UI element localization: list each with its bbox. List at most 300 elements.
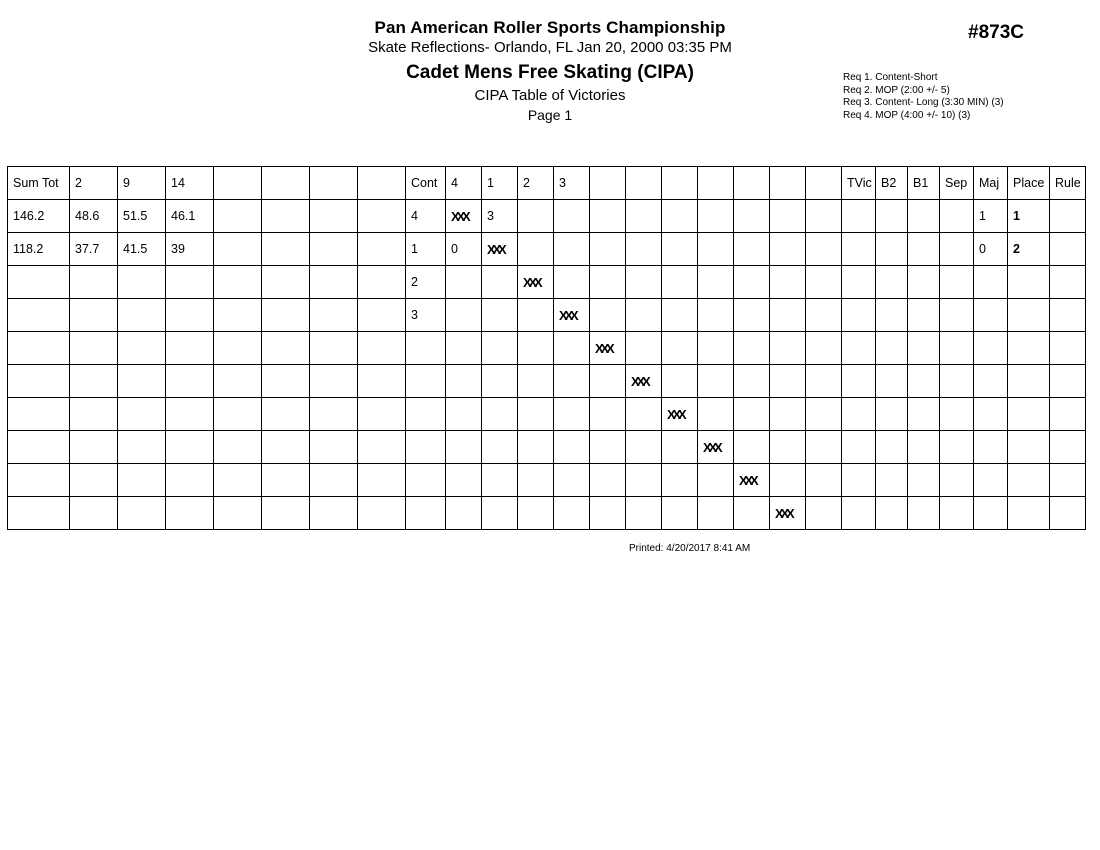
cell-c9 [734,299,770,332]
x-mark-cell [554,299,590,332]
cell-c5 [590,365,626,398]
cell-c2 [518,299,554,332]
cell-c7 [662,431,698,464]
cell-c8 [698,464,734,497]
cell-maj [974,332,1008,365]
cell-sep [940,332,974,365]
cell-j9: 51.5 [118,200,166,233]
cell-maj [974,299,1008,332]
x-mark: XXX [667,406,684,422]
cell-c6 [626,299,662,332]
cell-rule [1050,299,1086,332]
cell-cont: 4 [406,200,446,233]
cell-c4 [446,332,482,365]
cell-bb1 [908,431,940,464]
cell-sep [940,464,974,497]
cell-j14 [166,431,214,464]
requirement-item: Req 2. MOP (2:00 +/- 5) [843,84,950,96]
cell-c9 [734,398,770,431]
place-cell: 2 [1008,233,1050,266]
cell-b4 [358,497,406,530]
cell-b2 [262,398,310,431]
cell-sep [940,266,974,299]
cell-j14: 46.1 [166,200,214,233]
event-title: Cadet Mens Free Skating (CIPA) [406,62,694,83]
cell-c8 [698,266,734,299]
column-header-c10 [770,167,806,200]
cell-b1 [214,497,262,530]
cell-c9 [734,233,770,266]
cell-j2 [70,299,118,332]
cell-j14: 39 [166,233,214,266]
x-mark-cell [518,266,554,299]
cell-sumtot [8,398,70,431]
cell-b2 [262,365,310,398]
cell-place [1008,497,1050,530]
cell-sumtot [8,497,70,530]
cell-j14 [166,464,214,497]
cell-b1 [214,398,262,431]
cell-b4 [358,233,406,266]
x-mark-cell [698,431,734,464]
column-header-b4 [358,167,406,200]
column-header-b3 [310,167,358,200]
cell-b4 [358,431,406,464]
cell-tvic [842,233,876,266]
cell-bb1 [908,299,940,332]
cell-c7 [662,497,698,530]
x-mark: XXX [739,472,756,488]
table-title: CIPA Table of Victories [474,87,626,104]
cell-c5 [590,200,626,233]
cell-sep [940,497,974,530]
cell-c1: 3 [482,200,518,233]
cell-c6 [626,497,662,530]
cell-b3 [310,299,358,332]
cell-b1 [214,266,262,299]
cell-cont: 1 [406,233,446,266]
place-cell: 1 [1008,200,1050,233]
cell-j9 [118,398,166,431]
x-mark-cell [590,332,626,365]
cell-c6 [626,266,662,299]
cell-c5 [590,431,626,464]
column-header-c6 [626,167,662,200]
cell-tvic [842,431,876,464]
cell-tvic [842,299,876,332]
x-mark-cell [770,497,806,530]
cell-c4 [446,431,482,464]
cell-maj [974,497,1008,530]
cell-bb1 [908,200,940,233]
cell-cont: 3 [406,299,446,332]
cell-maj [974,431,1008,464]
cell-c6 [626,431,662,464]
cell-b1 [214,332,262,365]
cell-c10 [770,332,806,365]
cell-b1 [214,464,262,497]
victories-table [7,166,1086,530]
column-header-tvic: TVic [842,167,876,200]
cell-bb1 [908,332,940,365]
cell-c8 [698,398,734,431]
cell-c8 [698,332,734,365]
cell-bb2 [876,200,908,233]
table-row [8,200,1086,233]
cell-bb2 [876,299,908,332]
cell-place [1008,365,1050,398]
cell-c4 [446,365,482,398]
cell-c10 [770,431,806,464]
cell-b3 [310,332,358,365]
cell-sep [940,431,974,464]
column-header-maj: Maj [974,167,1008,200]
cell-sumtot [8,299,70,332]
cell-b2 [262,497,310,530]
cell-c9 [734,431,770,464]
cell-b3 [310,464,358,497]
cell-j2: 37.7 [70,233,118,266]
cell-bb2 [876,365,908,398]
x-mark-cell [482,233,518,266]
cell-place [1008,266,1050,299]
cell-sumtot [8,332,70,365]
cell-j9 [118,332,166,365]
cell-c10 [770,464,806,497]
cell-b1 [214,233,262,266]
cell-c4 [446,299,482,332]
cell-place [1008,464,1050,497]
cell-c6 [626,233,662,266]
cell-c6 [626,464,662,497]
cell-c3 [554,365,590,398]
cell-tvic [842,497,876,530]
cell-c9 [734,365,770,398]
cell-tvic [842,266,876,299]
cell-c9 [734,266,770,299]
cell-b3 [310,431,358,464]
cell-c1 [482,266,518,299]
x-mark-cell [446,200,482,233]
cell-c8 [698,365,734,398]
championship-title: Pan American Roller Sports Championship [374,18,726,37]
x-mark: XXX [703,439,720,455]
column-header-sumtot: Sum Tot [8,167,70,200]
cell-bb1 [908,266,940,299]
cell-c1 [482,299,518,332]
cell-bb1 [908,464,940,497]
cell-b4 [358,266,406,299]
cell-bb2 [876,464,908,497]
venue-line: Skate Reflections- Orlando, FL Jan 20, 2000 03:35 PM [368,39,732,56]
cell-rule [1050,398,1086,431]
cell-j9 [118,464,166,497]
cell-rule [1050,233,1086,266]
cell-c1 [482,398,518,431]
cell-b4 [358,200,406,233]
cell-rule [1050,266,1086,299]
cell-j14 [166,299,214,332]
x-mark: XXX [775,505,792,521]
cell-b4 [358,365,406,398]
column-header-c3: 3 [554,167,590,200]
cell-j9 [118,299,166,332]
cell-c1 [482,497,518,530]
cell-c7 [662,266,698,299]
cell-sep [940,365,974,398]
cell-c2 [518,233,554,266]
cell-rule [1050,365,1086,398]
cell-b3 [310,266,358,299]
requirement-item: Req 3. Content- Long (3:30 MIN) (3) [843,97,1004,108]
cell-c8 [698,497,734,530]
x-mark: XXX [559,307,576,323]
cell-c1 [482,365,518,398]
cell-j14 [166,398,214,431]
cell-c10 [770,266,806,299]
x-mark-cell [662,398,698,431]
column-header-c8 [698,167,734,200]
cell-bb2 [876,497,908,530]
cell-c3 [554,497,590,530]
cell-c9 [734,497,770,530]
cell-place [1008,332,1050,365]
cell-c7 [662,365,698,398]
requirement-item: Req 1. Content-Short [843,72,938,83]
cell-c4 [446,398,482,431]
table-row [8,233,1086,266]
cell-c3 [554,233,590,266]
table-row [8,332,1086,365]
column-header-b1 [214,167,262,200]
cell-c11 [806,497,842,530]
cell-b4 [358,299,406,332]
cell-c5 [590,398,626,431]
cell-sep [940,233,974,266]
cell-c11 [806,233,842,266]
cell-j2 [70,431,118,464]
cell-sumtot [8,266,70,299]
cell-sep [940,200,974,233]
column-header-c1: 1 [482,167,518,200]
cell-c1 [482,431,518,464]
cell-sumtot: 146.2 [8,200,70,233]
cell-c10 [770,299,806,332]
cell-sumtot [8,365,70,398]
column-header-c9 [734,167,770,200]
cell-c7 [662,299,698,332]
cell-c11 [806,431,842,464]
cell-tvic [842,398,876,431]
cell-c1 [482,464,518,497]
cell-c2 [518,200,554,233]
cell-c3 [554,266,590,299]
cell-cont [406,464,446,497]
cell-bb2 [876,398,908,431]
cell-j14 [166,332,214,365]
cell-j14 [166,365,214,398]
x-mark: XXX [523,274,540,290]
cell-b4 [358,332,406,365]
cell-tvic [842,200,876,233]
column-header-c5 [590,167,626,200]
cell-rule [1050,497,1086,530]
cell-bb2 [876,266,908,299]
column-header-c4: 4 [446,167,482,200]
column-header-j9: 9 [118,167,166,200]
cell-c5 [590,497,626,530]
cell-b2 [262,266,310,299]
cell-cont [406,398,446,431]
cell-j2 [70,365,118,398]
cell-cont [406,497,446,530]
cell-c5 [590,464,626,497]
cell-bb1 [908,398,940,431]
printed-timestamp: Printed: 4/20/2017 8:41 AM [629,543,751,554]
column-header-c2: 2 [518,167,554,200]
cell-maj: 1 [974,200,1008,233]
cell-bb1 [908,233,940,266]
x-mark: XXX [487,241,504,257]
cell-bb2 [876,332,908,365]
cell-b2 [262,332,310,365]
cell-bb1 [908,365,940,398]
cell-j9 [118,266,166,299]
cell-c4 [446,497,482,530]
cell-cont [406,365,446,398]
cell-b2 [262,431,310,464]
x-mark: XXX [451,208,468,224]
cell-rule [1050,431,1086,464]
cell-c2 [518,497,554,530]
cell-c5 [590,233,626,266]
cell-j9 [118,431,166,464]
requirement-item: Req 4. MOP (4:00 +/- 10) (3) [843,109,971,121]
cell-rule [1050,200,1086,233]
cell-cont: 2 [406,266,446,299]
table-row [8,299,1086,332]
cell-maj: 0 [974,233,1008,266]
cell-j14 [166,497,214,530]
cell-cont [406,431,446,464]
table-row [8,365,1086,398]
cell-bb2 [876,431,908,464]
cell-c4 [446,464,482,497]
table-row [8,431,1086,464]
cell-c11 [806,398,842,431]
cell-c7 [662,233,698,266]
cell-c7 [662,464,698,497]
cell-c10 [770,398,806,431]
cell-c11 [806,464,842,497]
victories-grid [7,166,1086,530]
cell-b3 [310,233,358,266]
cell-c2 [518,365,554,398]
cell-j9 [118,497,166,530]
cell-b1 [214,299,262,332]
cell-c11 [806,332,842,365]
cell-tvic [842,464,876,497]
cell-bb2 [876,233,908,266]
cell-j2 [70,332,118,365]
x-mark: XXX [631,373,648,389]
x-mark-cell [626,365,662,398]
cell-j9: 41.5 [118,233,166,266]
cell-c2 [518,431,554,464]
cell-c2 [518,464,554,497]
cell-j2 [70,464,118,497]
table-row [8,266,1086,299]
cell-cont [406,332,446,365]
column-header-place: Place [1008,167,1050,200]
column-header-sep: Sep [940,167,974,200]
cell-c5 [590,299,626,332]
cell-c7 [662,200,698,233]
requirements-list [843,72,1004,122]
cell-j9 [118,365,166,398]
table-row [8,497,1086,530]
column-header-c11 [806,167,842,200]
column-header-bb2: B2 [876,167,908,200]
cell-b3 [310,200,358,233]
cell-c3 [554,398,590,431]
cell-c10 [770,233,806,266]
cell-c6 [626,398,662,431]
cell-c8 [698,233,734,266]
cell-b1 [214,200,262,233]
cell-b3 [310,365,358,398]
cell-c8 [698,299,734,332]
cell-tvic [842,332,876,365]
cell-rule [1050,332,1086,365]
cell-sumtot: 118.2 [8,233,70,266]
column-header-j14: 14 [166,167,214,200]
page-label: Page 1 [527,107,573,123]
cell-c6 [626,200,662,233]
cell-j2 [70,497,118,530]
x-mark-cell [734,464,770,497]
cell-c3 [554,332,590,365]
cell-sumtot [8,431,70,464]
cell-place [1008,299,1050,332]
cell-c11 [806,200,842,233]
cell-j2: 48.6 [70,200,118,233]
cell-c5 [590,266,626,299]
cell-maj [974,464,1008,497]
cell-b2 [262,233,310,266]
cell-c3 [554,431,590,464]
cell-maj [974,365,1008,398]
column-header-cont: Cont [406,167,446,200]
column-header-c7 [662,167,698,200]
cell-c1 [482,332,518,365]
cell-b4 [358,464,406,497]
column-header-rule: Rule [1050,167,1086,200]
cell-maj [974,266,1008,299]
cell-sep [940,299,974,332]
cell-c11 [806,299,842,332]
cell-b2 [262,464,310,497]
cell-sumtot [8,464,70,497]
cell-c3 [554,200,590,233]
table-row [8,398,1086,431]
column-header-bb1: B1 [908,167,940,200]
cell-c4 [446,266,482,299]
table-header-row [8,167,1086,200]
cell-c4: 0 [446,233,482,266]
x-mark: XXX [595,340,612,356]
column-header-b2 [262,167,310,200]
